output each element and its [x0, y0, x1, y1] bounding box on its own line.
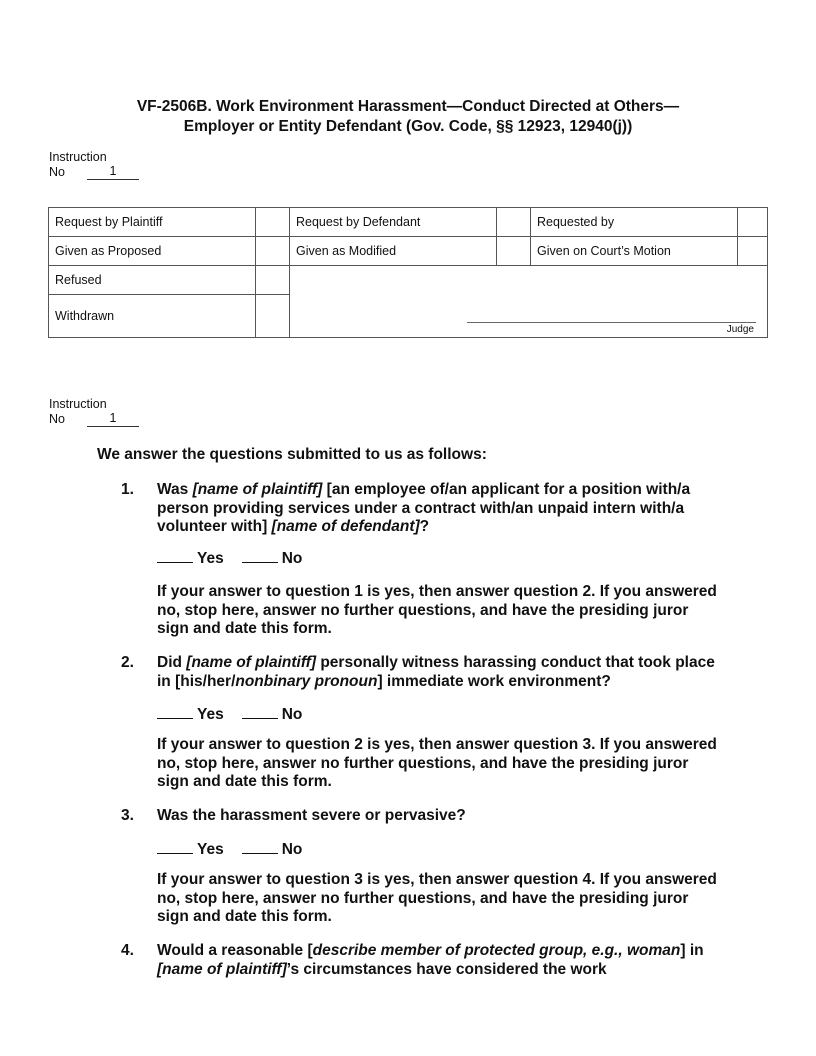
checkbox-requested-by[interactable]: [738, 208, 767, 236]
question-2: [121, 654, 721, 691]
follow-up-3: If your answer to question 3 is yes, then answer question 4. If you answered no, stop here, answer no further questions, and have the presiding juror sign and date this form.: [157, 871, 717, 925]
instruction-number-field[interactable]: 1: [87, 165, 139, 180]
answer-2: [157, 704, 302, 724]
yes-blank[interactable]: [157, 548, 193, 563]
question-number: 1.: [121, 481, 134, 498]
yes-label: Yes: [197, 550, 224, 567]
no-label: No: [281, 841, 303, 858]
follow-up-1: If your answer to question 1 is yes, then answer question 2. If you answered no, stop here, answer no further questions, and have the presiding juror sign and date this form.: [157, 583, 717, 637]
checkbox-given-as-proposed[interactable]: [256, 237, 289, 265]
answer-1: [157, 548, 302, 568]
no-blank[interactable]: [242, 839, 278, 854]
no-label: No: [49, 165, 65, 179]
checkbox-withdrawn[interactable]: [256, 295, 289, 337]
question-number: 4.: [121, 942, 134, 959]
follow-up-2: If your answer to question 2 is yes, then answer question 3. If you answered no, stop here, answer no further questions, and have the presiding juror sign and date this form.: [157, 736, 717, 790]
instruction-number-field[interactable]: 1: [87, 412, 139, 427]
question-1: [121, 481, 721, 537]
instruction-number-block: [49, 150, 139, 180]
question-number: 3.: [121, 807, 134, 824]
form-title: [0, 97, 816, 137]
yes-blank[interactable]: [157, 704, 193, 719]
label-given-on-courts-motion: Given on Court’s Motion: [537, 244, 671, 258]
question-4: [121, 942, 721, 979]
instruction-status-table: [48, 207, 768, 338]
question-text: Was the harassment severe or pervasive?: [157, 807, 466, 824]
judge-label: Judge: [726, 324, 754, 335]
label-given-as-proposed: Given as Proposed: [55, 244, 162, 258]
no-blank[interactable]: [242, 704, 278, 719]
checkbox-given-as-modified[interactable]: [497, 237, 530, 265]
label-refused: Refused: [55, 273, 102, 287]
checkbox-given-on-courts-motion[interactable]: [738, 237, 767, 265]
label-withdrawn: Withdrawn: [55, 309, 115, 323]
instruction-label: Instruction: [49, 397, 107, 411]
yes-label: Yes: [197, 841, 224, 858]
label-requested-by: Requested by: [537, 215, 615, 229]
question-number: 2.: [121, 654, 134, 671]
judge-signature-line[interactable]: [467, 322, 756, 323]
instruction-number-block-2: [49, 397, 139, 427]
title-line-1: VF-2506B. Work Environment Harassment—Conduct Directed at Others—: [136, 98, 680, 115]
question-3: [121, 807, 721, 826]
checkbox-refused[interactable]: [256, 266, 289, 294]
no-blank[interactable]: [242, 548, 278, 563]
label-request-by-plaintiff: Request by Plaintiff: [55, 215, 163, 229]
title-line-2: Employer or Entity Defendant (Gov. Code, §§ 12923, 12940(j)): [183, 118, 633, 135]
checkbox-request-by-plaintiff[interactable]: [256, 208, 289, 236]
no-label: No: [49, 412, 65, 426]
verdict-intro: We answer the questions submitted to us as follows:: [97, 446, 487, 463]
instruction-label: Instruction: [49, 150, 107, 164]
answer-3: [157, 839, 302, 859]
label-given-as-modified: Given as Modified: [296, 244, 397, 258]
checkbox-request-by-defendant[interactable]: [497, 208, 530, 236]
question-text: Was [name of plaintiff] [an employee of/an applicant for a position with/a person providing services under a contract with/an unpaid intern with/a volunteer with] [name of defendant]?: [157, 481, 691, 535]
no-label: No: [281, 550, 303, 567]
no-label: No: [281, 706, 303, 723]
yes-blank[interactable]: [157, 839, 193, 854]
question-text: Did [name of plaintiff] personally witness harassing conduct that took place in [his/her/nonbinary pronoun] immediate work environment?: [157, 654, 715, 690]
question-text: Would a reasonable [describe member of protected group, e.g., woman] in [name of plaintiff]’s circumstances have considered the work: [157, 942, 704, 978]
yes-label: Yes: [197, 706, 224, 723]
label-request-by-defendant: Request by Defendant: [296, 215, 421, 229]
